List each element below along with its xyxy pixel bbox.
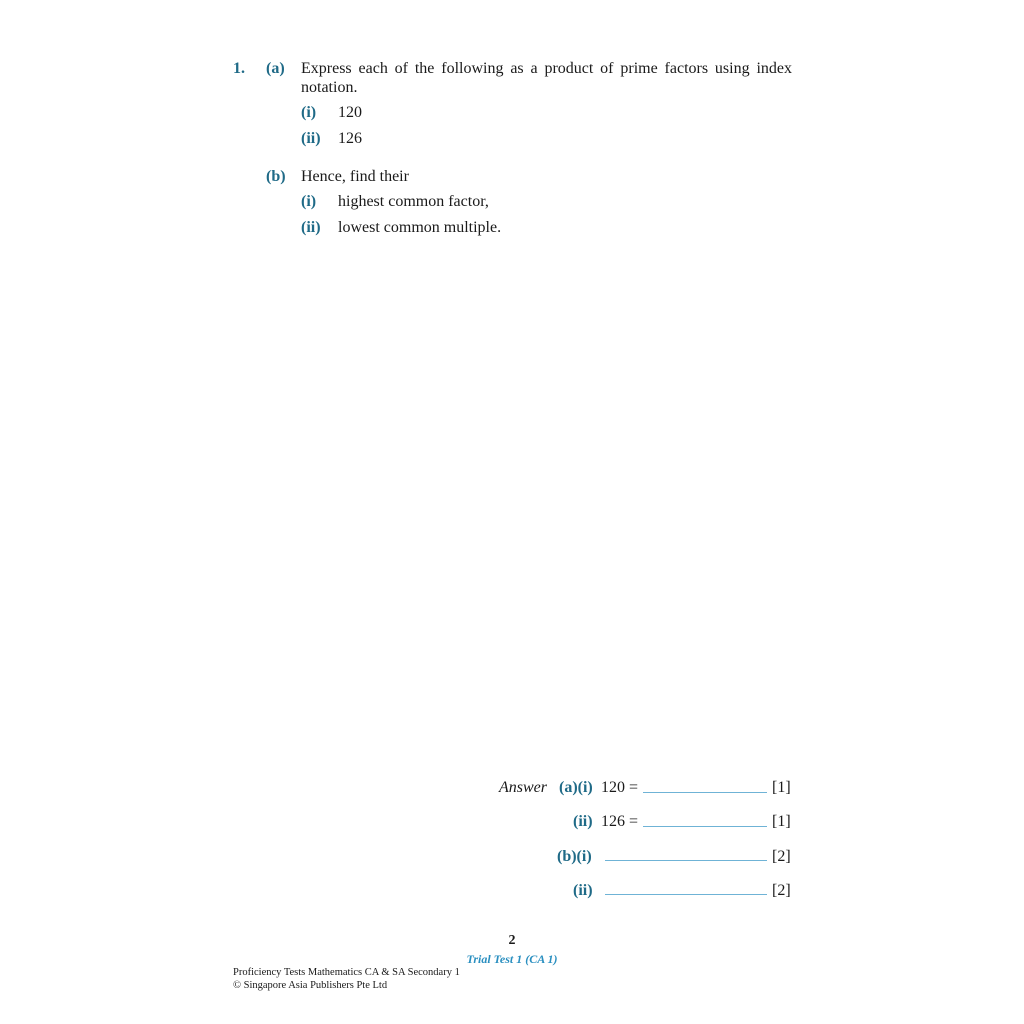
part-b-text: Hence, find their	[301, 168, 409, 185]
part-b-i-label: (i)	[301, 193, 317, 210]
answer-a-i-prefix: 120 =	[601, 779, 639, 796]
part-b-ii-text: lowest common multiple.	[338, 219, 502, 236]
part-b-ii-label: (ii)	[301, 219, 321, 236]
answer-b-ii-line[interactable]	[605, 894, 767, 895]
answer-a-i-marks: [1]	[772, 779, 791, 796]
answer-b-ii-label: (ii)	[573, 882, 593, 899]
part-a-label: (a)	[266, 60, 285, 77]
answer-b-i-label: (b)(i)	[557, 848, 592, 865]
answer-a-ii-prefix: 126 =	[601, 813, 639, 830]
answer-a-ii-line[interactable]	[643, 826, 767, 827]
page-number: 2	[508, 933, 516, 948]
test-name: Trial Test 1 (CA 1)	[466, 952, 558, 966]
answer-a-i-line[interactable]	[643, 792, 767, 793]
copyright: © Singapore Asia Publishers Pte Ltd	[233, 980, 388, 991]
book-title: Proficiency Tests Mathematics CA & SA Secondary 1	[233, 967, 460, 978]
part-a-ii-text: 126	[338, 130, 362, 147]
part-b-label: (b)	[266, 168, 286, 185]
answer-heading: Answer	[499, 779, 547, 796]
answer-a-ii-marks: [1]	[772, 813, 791, 830]
part-a-i-text: 120	[338, 104, 362, 121]
answer-a-ii-label: (ii)	[573, 813, 593, 830]
part-b-i-text: highest common factor,	[338, 193, 489, 210]
part-a-text-line1: Express each of the following as a product of prime factors using index	[301, 60, 792, 77]
answer-b-i-line[interactable]	[605, 860, 767, 861]
question-number: 1.	[233, 60, 245, 77]
answer-b-ii-marks: [2]	[772, 882, 791, 899]
answer-a-i-label: (a)(i)	[559, 779, 593, 796]
part-a-i-label: (i)	[301, 104, 317, 121]
answer-b-i-marks: [2]	[772, 848, 791, 865]
part-a-text-line2: notation.	[301, 79, 358, 96]
part-a-ii-label: (ii)	[301, 130, 321, 147]
